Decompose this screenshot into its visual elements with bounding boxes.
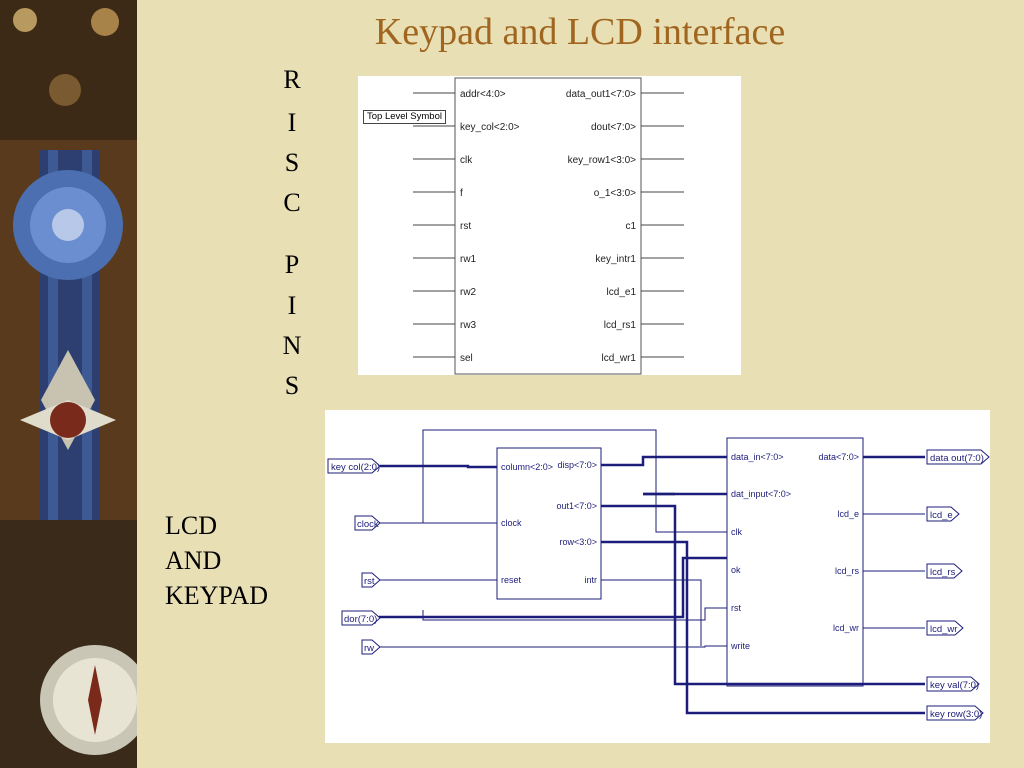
vertical-letter: S — [284, 148, 300, 177]
vertical-letter: I — [287, 108, 297, 137]
keypad-pin-label: reset — [501, 575, 522, 585]
symbol-left-pin-label: clk — [460, 155, 473, 166]
keypad-pin-label: row<3:0> — [559, 537, 597, 547]
vertical-letter: S — [284, 371, 300, 400]
symbol-left-pin-label: key_col<2:0> — [460, 122, 520, 133]
symbol-left-pin-label: addr<4:0> — [460, 89, 506, 100]
input-port-label: key col(2:0) — [331, 462, 381, 473]
symbol-right-pin-label: lcd_wr1 — [601, 353, 636, 364]
symbol-left-pin-label: rw2 — [460, 287, 477, 298]
lcd-pin-label: rst — [731, 603, 741, 613]
schematic-diagram — [325, 410, 990, 743]
output-port-label: key row(3:0) — [930, 709, 983, 720]
output-port-label: key val(7:0) — [930, 680, 980, 691]
symbol-right-pin-label: c1 — [625, 221, 636, 232]
keypad-pin-label: intr — [584, 575, 597, 585]
vertical-letter: P — [284, 250, 300, 279]
top-level-symbol-tooltip: Top Level Symbol — [363, 110, 446, 124]
side-label-line: LCD — [165, 511, 217, 540]
vertical-letter: C — [283, 188, 301, 217]
keypad-pin-label: disp<7:0> — [557, 460, 597, 470]
symbol-right-pin-label: data_out1<7:0> — [565, 89, 636, 100]
wire — [380, 466, 497, 467]
symbol-right-pin-label: dout<7:0> — [590, 122, 636, 133]
symbol-left-pin-label: sel — [460, 353, 473, 364]
symbol-right-pin-label: lcd_e1 — [606, 287, 636, 298]
schematic-panel — [325, 410, 990, 743]
keypad-pin-label: column<2:0> — [501, 462, 554, 472]
input-port-label: dor(7:0) — [344, 614, 378, 625]
symbol-right-pin-label: o_1<3:0> — [593, 188, 636, 199]
lcd-pin-label: lcd_wr — [832, 623, 859, 633]
input-port-label: rst — [364, 576, 375, 587]
output-port-label: lcd_wr — [930, 624, 958, 635]
slide-title: Keypad and LCD interface — [374, 11, 786, 53]
wire — [601, 457, 727, 465]
symbol-right-pin-label: key_row1<3:0> — [567, 155, 636, 166]
lcd-keypad-label — [165, 508, 268, 613]
decorative-medal-image — [0, 0, 137, 768]
symbol-left-pin-label: f — [460, 188, 463, 199]
lcd-pin-label: lcd_e — [837, 509, 859, 519]
lcd-pin-label: lcd_rs — [834, 566, 859, 576]
symbol-left-pin-label: rw1 — [460, 254, 477, 265]
output-port-label: lcd_rs — [930, 567, 956, 578]
lcd-pin-label: clk — [731, 527, 742, 537]
wire — [423, 430, 727, 532]
keypad-pin-label: out1<7:0> — [556, 501, 597, 511]
lcd-pin-label: dat_input<7:0> — [731, 489, 792, 499]
input-port-label: clock — [357, 519, 379, 530]
output-port-label: data out(7:0) — [930, 453, 984, 464]
vertical-letter: R — [283, 65, 301, 94]
lcd-pin-label: data<7:0> — [818, 452, 859, 462]
symbol-left-pin-label: rst — [460, 221, 472, 232]
symbol-right-pin-label: lcd_rs1 — [603, 320, 636, 331]
wire — [601, 506, 925, 684]
lcd-pin-label: write — [731, 641, 751, 651]
symbol-left-pin-label: rw3 — [460, 320, 477, 331]
side-label-line: KEYPAD — [165, 581, 269, 610]
side-label-line: AND — [165, 546, 222, 575]
keypad-pin-label: clock — [501, 518, 522, 528]
input-port-label: rw — [364, 643, 375, 654]
symbol-right-pin-label: key_intr1 — [595, 254, 636, 265]
lcd-pin-label: data_in<7:0> — [731, 452, 784, 462]
vertical-letter: I — [287, 291, 297, 320]
vertical-letter: N — [282, 331, 302, 360]
output-port-label: lcd_e — [930, 510, 953, 521]
lcd-pin-label: ok — [731, 565, 741, 575]
